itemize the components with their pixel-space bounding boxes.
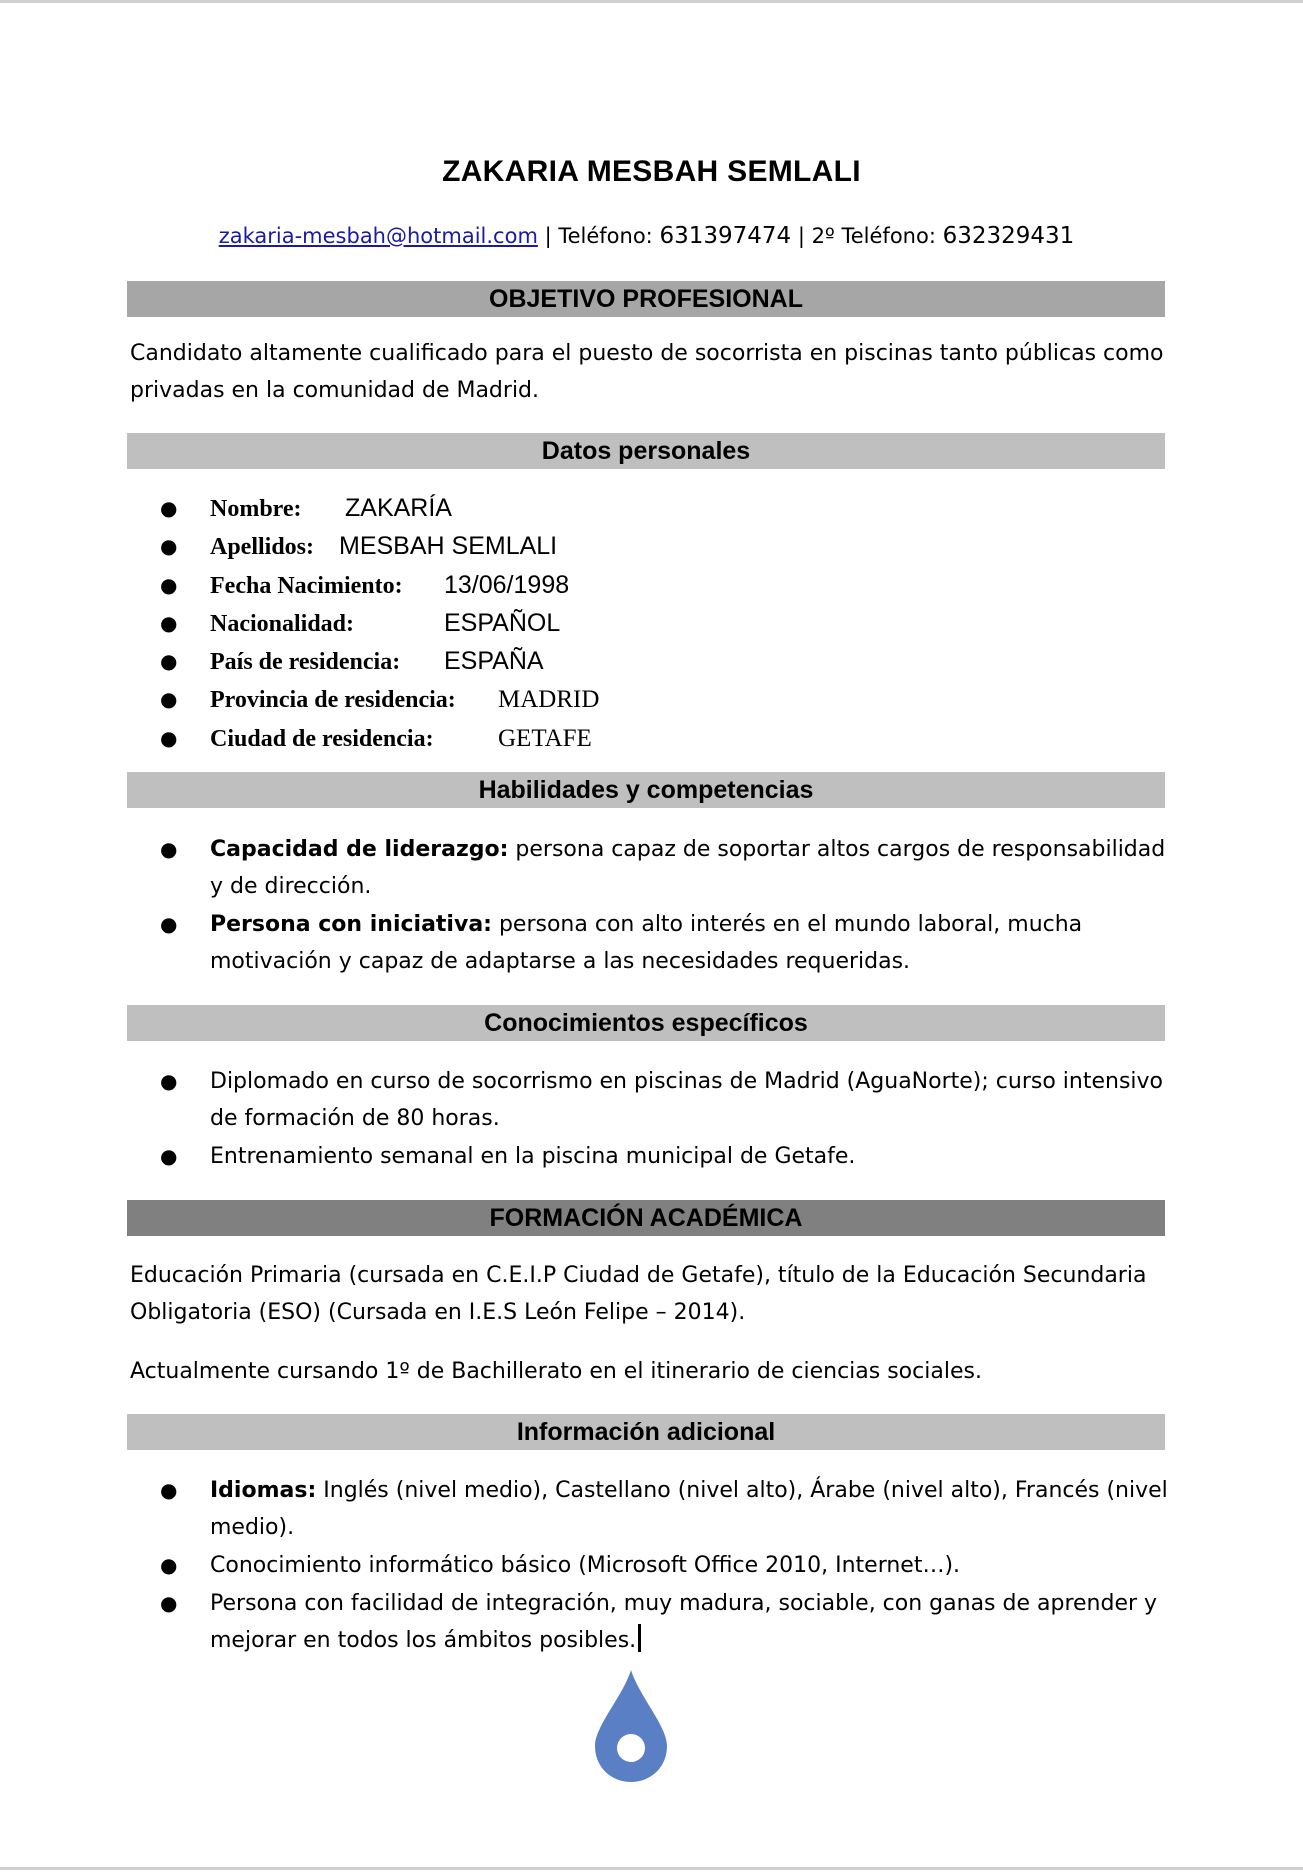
phone-number: 631397474 xyxy=(659,223,792,249)
personal-label: Fecha Nacimiento: xyxy=(210,572,403,599)
second-phone-number: 632329431 xyxy=(942,223,1075,249)
personal-label: Apellidos: xyxy=(210,534,315,561)
personal-value: ESPAÑA xyxy=(444,647,544,676)
personal-data-list xyxy=(160,490,1170,758)
bullet-icon: ● xyxy=(160,534,178,559)
list-item xyxy=(160,720,1170,758)
skill-text: persona capaz de soportar altos cargos de responsabilidad y de dirección. xyxy=(210,837,1166,899)
section-header-conocimientos: Conocimientos específicos xyxy=(127,1005,1165,1041)
additional-list xyxy=(160,1472,1170,1659)
candidate-name: ZAKARIA MESBAH SEMLALI xyxy=(442,155,861,188)
contact-line xyxy=(0,223,1293,249)
personal-value: GETAFE xyxy=(498,724,592,752)
text-cursor xyxy=(638,1624,641,1652)
personality-text: Persona con facilidad de integración, muy madura, sociable, con ganas de aprender y mejorar en todos los ámbitos posibles. xyxy=(210,1591,1158,1653)
personal-value: 13/06/1998 xyxy=(444,570,570,599)
list-item xyxy=(160,528,1170,566)
second-phone-label: | 2º Teléfono: xyxy=(791,224,943,248)
personal-label: Nacionalidad: xyxy=(210,610,355,637)
bullet-icon: ● xyxy=(160,1144,178,1168)
section-header-adicional: Información adicional xyxy=(127,1414,1165,1450)
skill-label: Capacidad de liderazgo: xyxy=(210,837,509,862)
section-header-datos: Datos personales xyxy=(127,433,1165,469)
personal-value: MADRID xyxy=(498,686,600,714)
water-drop-icon[interactable] xyxy=(593,1668,669,1784)
page-bottom-edge xyxy=(0,1867,1303,1870)
list-item xyxy=(160,831,1170,905)
list-item xyxy=(160,567,1170,605)
personal-label: Ciudad de residencia: xyxy=(210,725,434,752)
bullet-icon: ● xyxy=(160,649,178,674)
list-item xyxy=(160,681,1170,719)
personal-label: Provincia de residencia: xyxy=(210,687,456,714)
objetivo-text: Candidato altamente cualificado para el puesto de socorrista en piscinas tanto públicas como privadas en la comunidad de Madrid. xyxy=(130,341,1164,403)
computer-skills-text: Conocimiento informático básico (Microsoft Office 2010, Internet…). xyxy=(210,1553,961,1578)
list-item xyxy=(160,1585,1170,1659)
bullet-icon: ● xyxy=(160,912,178,936)
bullet-icon: ● xyxy=(160,610,178,635)
bullet-icon: ● xyxy=(160,1069,178,1093)
list-item xyxy=(160,1138,1170,1175)
bullet-icon: ● xyxy=(160,725,178,750)
bullet-icon: ● xyxy=(160,1591,178,1615)
knowledge-text: Entrenamiento semanal en la piscina municipal de Getafe. xyxy=(210,1144,856,1169)
bullet-icon: ● xyxy=(160,1553,178,1577)
list-item xyxy=(160,1547,1170,1584)
personal-value: MESBAH SEMLALI xyxy=(339,532,558,561)
section-header-objetivo: OBJETIVO PROFESIONAL xyxy=(127,281,1165,317)
phone-label: | Teléfono: xyxy=(537,224,660,248)
section-header-habilidades: Habilidades y competencias xyxy=(127,772,1165,808)
bullet-icon: ● xyxy=(160,837,178,861)
list-item xyxy=(160,605,1170,643)
bullet-icon: ● xyxy=(160,572,178,597)
skills-list xyxy=(160,831,1170,980)
email-link[interactable]: zakaria-mesbah@hotmail.com xyxy=(218,224,538,248)
skill-label: Persona con iniciativa: xyxy=(210,912,492,937)
languages-text: Inglés (nivel medio), Castellano (nivel alto), Árabe (nivel alto), Francés (nivel medio). xyxy=(210,1478,1168,1540)
personal-value: ESPAÑOL xyxy=(444,608,561,637)
personal-value: ZAKARÍA xyxy=(345,494,452,522)
skill-text: persona con alto interés en el mundo laboral, mucha motivación y capaz de adaptarse a las necesidades requeridas. xyxy=(210,912,1083,974)
personal-label: País de residencia: xyxy=(210,649,401,676)
knowledge-text: Diplomado en curso de socorrismo en piscinas de Madrid (AguaNorte); curso intensivo de formación de 80 horas. xyxy=(210,1069,1164,1131)
list-item xyxy=(160,643,1170,681)
list-item xyxy=(160,490,1170,528)
list-item xyxy=(160,1063,1170,1137)
personal-label: Nombre: xyxy=(210,496,302,522)
list-item xyxy=(160,906,1170,980)
knowledge-list xyxy=(160,1063,1170,1175)
languages-label: Idiomas: xyxy=(210,1478,317,1503)
bullet-icon: ● xyxy=(160,687,178,712)
formacion-current: Actualmente cursando 1º de Bachillerato en el itinerario de ciencias sociales. xyxy=(130,1359,982,1384)
section-header-formacion: FORMACIÓN ACADÉMICA xyxy=(127,1200,1165,1236)
bullet-icon: ● xyxy=(160,1478,178,1502)
formacion-text: Educación Primaria (cursada en C.E.I.P Ciudad de Getafe), título de la Educación Secundaria Obligatoria (ESO) (Cursada en I.E.S León Felipe – 2014). xyxy=(130,1263,1147,1325)
bullet-icon: ● xyxy=(160,496,178,520)
list-item xyxy=(160,1472,1170,1546)
